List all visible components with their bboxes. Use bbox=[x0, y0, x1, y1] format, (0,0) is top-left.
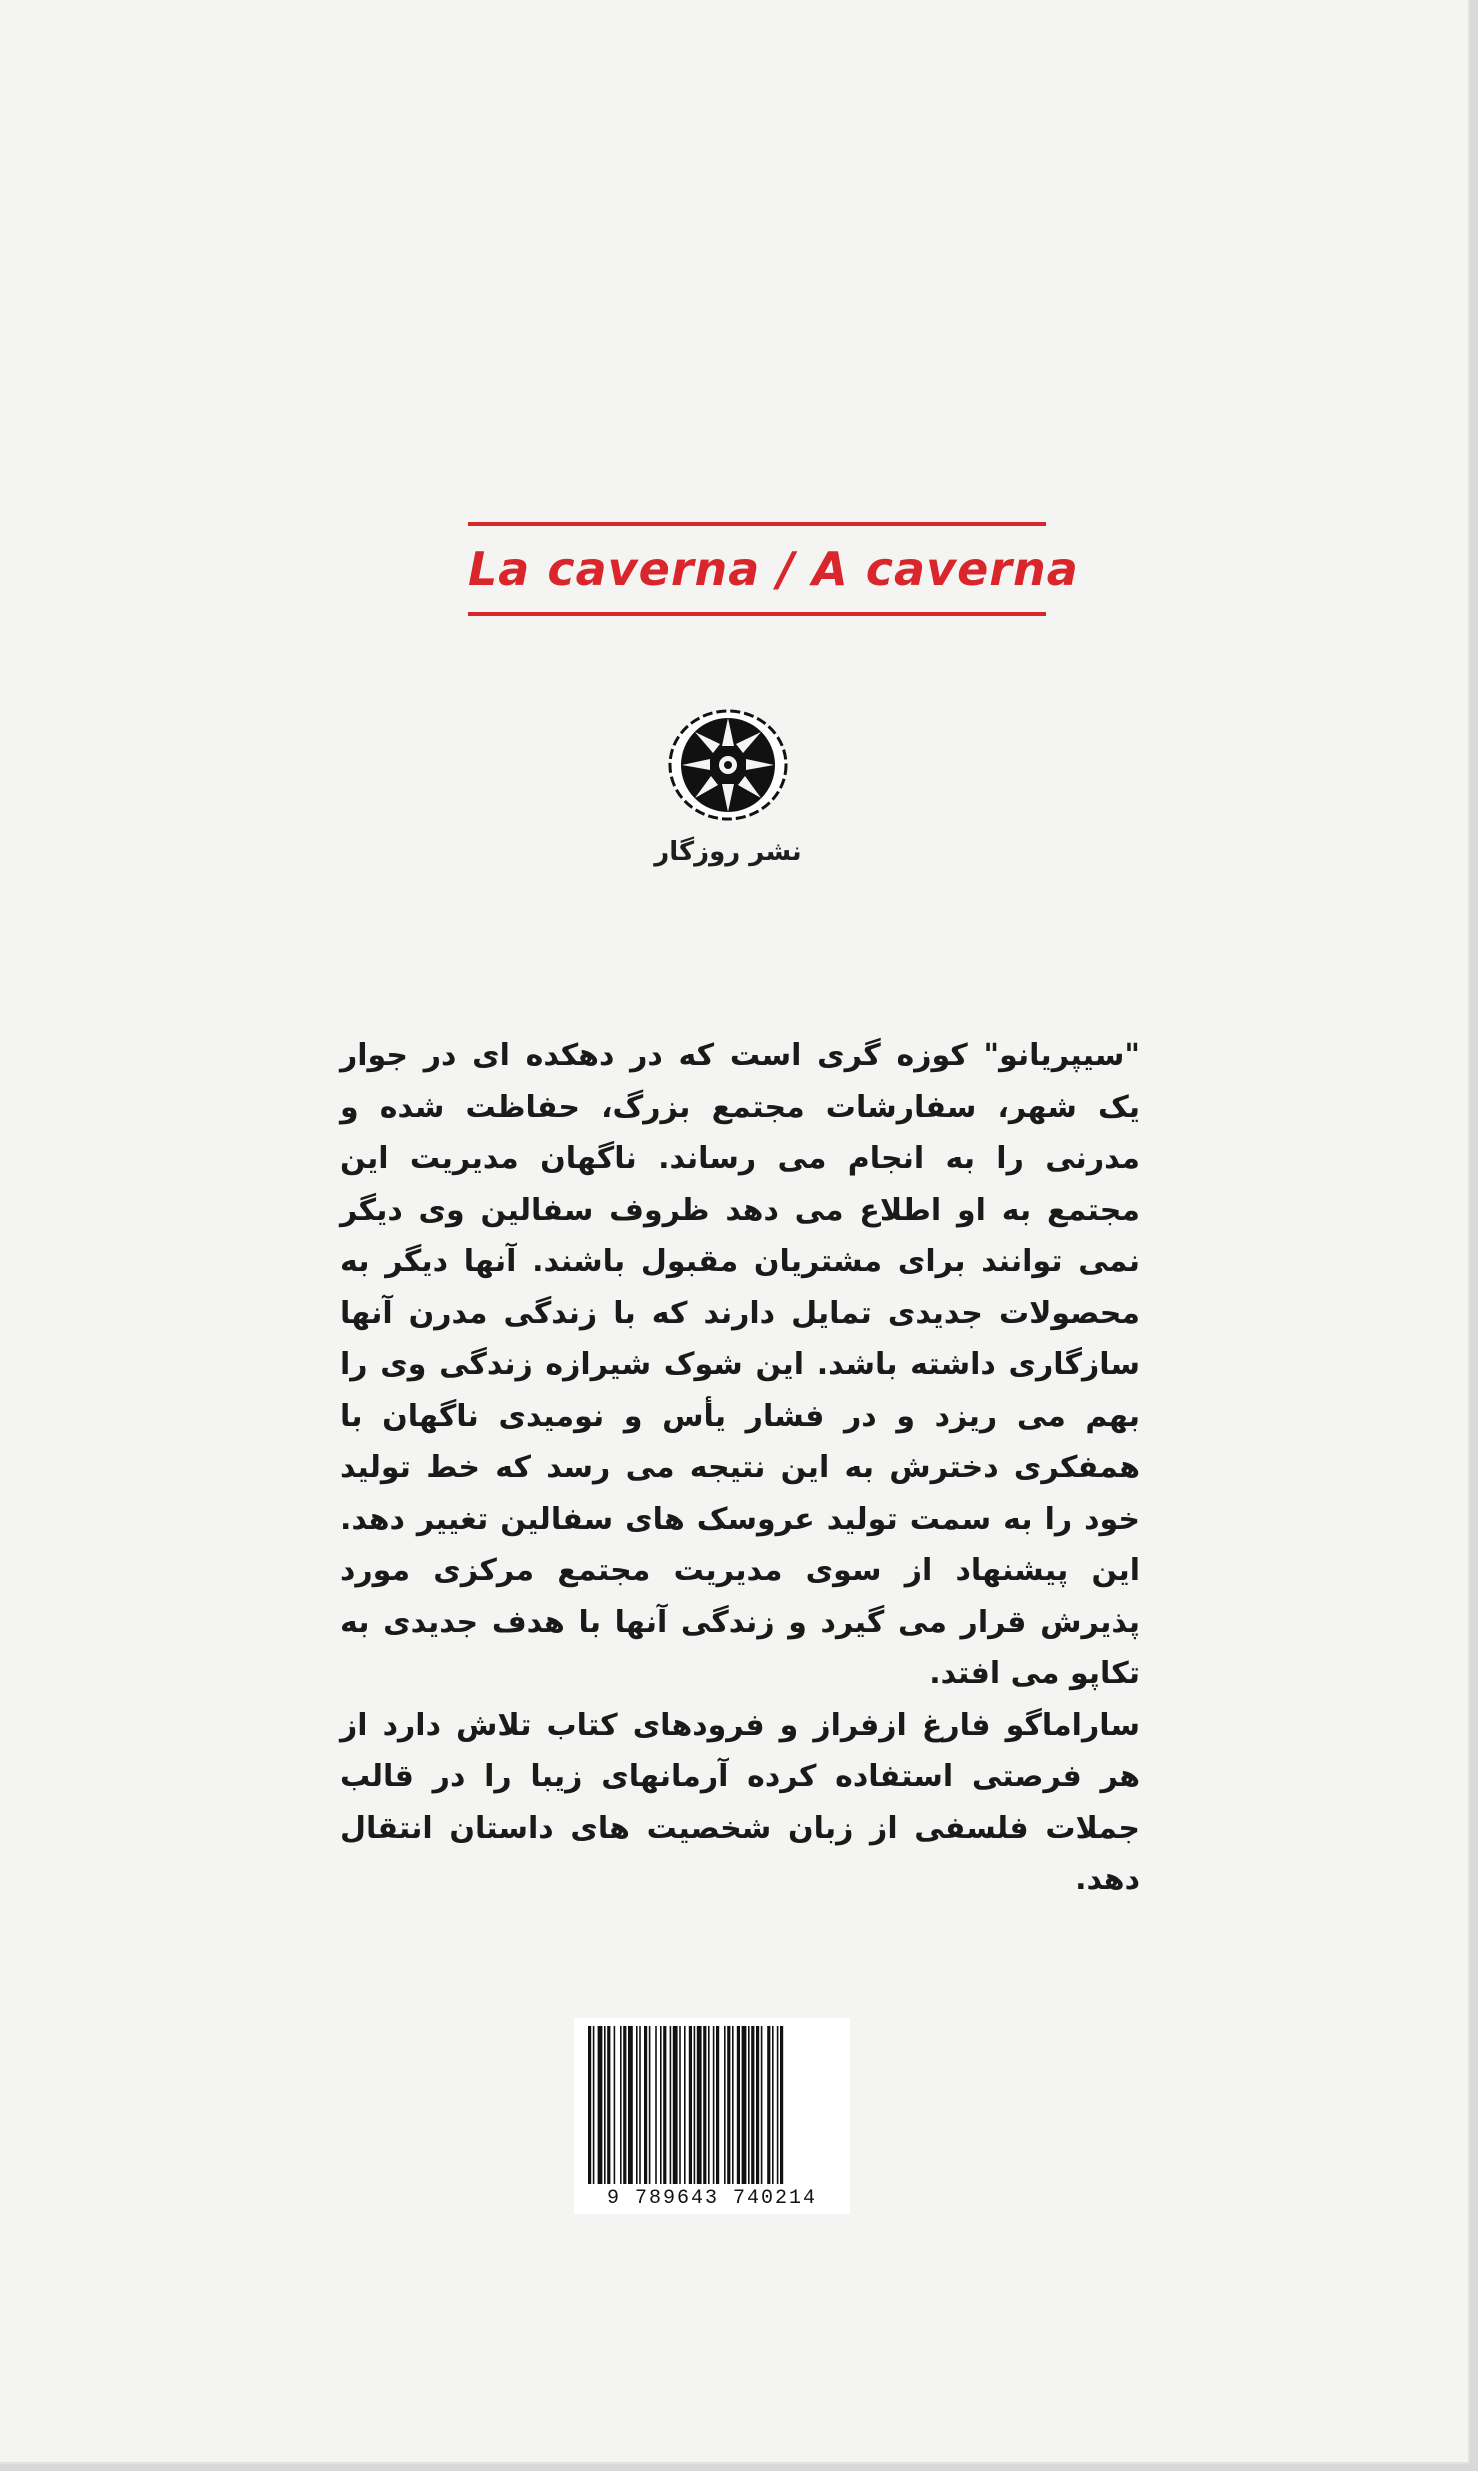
barcode-bar bbox=[708, 2026, 710, 2184]
barcode-bar bbox=[639, 2026, 641, 2184]
barcode-bar bbox=[598, 2026, 603, 2184]
barcode-bar bbox=[732, 2026, 734, 2184]
isbn-digits: 9 789643 740214 bbox=[606, 2187, 818, 2210]
book-title: La caverna / A caverna bbox=[468, 542, 1079, 596]
barcode-bar bbox=[689, 2026, 692, 2184]
barcode-bar bbox=[703, 2026, 706, 2184]
barcode-bar bbox=[780, 2026, 783, 2184]
barcode-bar bbox=[748, 2026, 750, 2184]
barcode-bar bbox=[777, 2026, 779, 2184]
barcode-bar bbox=[593, 2026, 595, 2184]
barcode-bar bbox=[694, 2026, 696, 2184]
barcode-bar bbox=[660, 2026, 662, 2184]
barcode-bar bbox=[772, 2026, 774, 2184]
barcode-bar bbox=[623, 2026, 626, 2184]
barcode-bar bbox=[644, 2026, 647, 2184]
barcode-bar bbox=[737, 2026, 740, 2184]
barcode-bar bbox=[724, 2026, 726, 2184]
barcode-bar bbox=[751, 2026, 754, 2184]
barcode-bar bbox=[716, 2026, 719, 2184]
barcode-bar bbox=[649, 2026, 651, 2184]
barcode-bar bbox=[697, 2026, 702, 2184]
synopsis-paragraph-1: "سیپریانو" کوزه گری است که در دهکده ای در جوار یک شهر، سفارشات مجتمع بزرگ، حفاظت شده و مدرنی را به انجام می رساند. ناگهان مدیریت این مجتمع به او اطلاع می دهد ظروف سفالین وی دیگر نمی توانند برای مشتریان مقبول باشند. آنها دیگر به محصولات جدیدی تمایل دارند که با زندگی مدرن آنها سازگاری داشته باشد. این شوک شیرازه زندگی وی را بهم می ریزد و در فشار یأس و نومیدی ناگهان با همفکری دخترش به این نتیجه می رسد که خط تولید خود را به سمت تولید عروسک های سفالین تغییر دهد. این پیشنهاد از سوی مدیریت مجتمع مرکزی مورد پذیرش قرار می گیرد و زندگی آنها با هدف جدیدی به تکاپو می افتد. bbox=[340, 1038, 1140, 1691]
synopsis-text bbox=[340, 1030, 1140, 1906]
publisher-name: نشر روزگار bbox=[654, 837, 802, 867]
barcode-bar bbox=[673, 2026, 678, 2184]
barcode-bar bbox=[684, 2026, 686, 2184]
barcode-bar bbox=[620, 2026, 622, 2184]
isbn-barcode bbox=[574, 2018, 850, 2214]
barcode-bar bbox=[663, 2026, 666, 2184]
barcode-bar bbox=[607, 2026, 610, 2184]
barcode-bar bbox=[588, 2026, 591, 2184]
barcode-bar bbox=[655, 2026, 657, 2184]
barcode-bar bbox=[604, 2026, 606, 2184]
barcode-bar bbox=[670, 2026, 672, 2184]
barcode-bar bbox=[614, 2026, 616, 2184]
rosette-logo-icon bbox=[664, 706, 792, 824]
title-rule-bottom bbox=[468, 612, 1046, 616]
barcode-bar bbox=[679, 2026, 681, 2184]
barcode-bar bbox=[636, 2026, 638, 2184]
barcode-bar bbox=[742, 2026, 747, 2184]
barcode-bar bbox=[727, 2026, 730, 2184]
barcode-bars bbox=[584, 2026, 840, 2184]
title-rule-top bbox=[468, 522, 1046, 526]
barcode-bar bbox=[756, 2026, 759, 2184]
synopsis-paragraph-2: ساراماگو فارغ ازفراز و فرودهای کتاب تلاش دارد از هر فرصتی استفاده کرده آرمانهای زیبا را در قالب جملات فلسفی از زبان شخصیت های داستان انتقال دهد. bbox=[340, 1707, 1140, 1897]
barcode-bar bbox=[628, 2026, 633, 2184]
barcode-bar bbox=[713, 2026, 715, 2184]
barcode-bar bbox=[767, 2026, 770, 2184]
barcode-bar bbox=[761, 2026, 763, 2184]
